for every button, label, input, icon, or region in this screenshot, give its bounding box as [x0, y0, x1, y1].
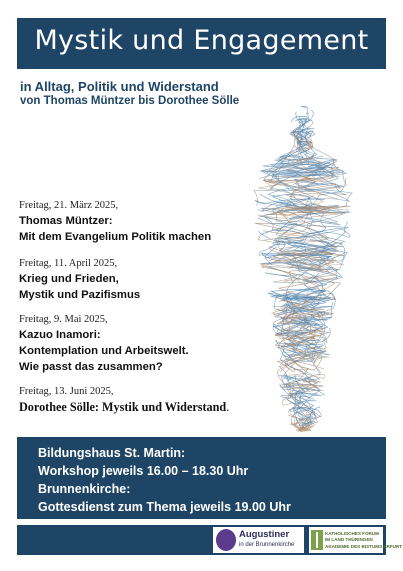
event-title-line: Krieg und Frieden,	[19, 273, 119, 285]
event-title-line: Kazuo Inamori:	[19, 329, 101, 341]
title-banner	[17, 18, 386, 69]
event-2	[19, 257, 140, 303]
event-title-line: Wie passt das zusammen?	[19, 361, 163, 373]
augustiner-subtitle: in der Brunnenkirche	[239, 542, 295, 548]
katholisches-forum-logo	[309, 527, 403, 553]
event-date: Freitag, 21. März 2025,	[19, 200, 119, 211]
augustiner-logo	[213, 527, 304, 553]
event-title-text: Dorothee Sölle: Mystik und Widerstand	[19, 400, 227, 414]
augustiner-emblem-icon	[216, 529, 236, 551]
venue-line-4: Gottesdienst zum Thema jeweils 19.00 Uhr	[38, 500, 291, 514]
venue-line-2: Workshop jeweils 16.00 – 18.30 Uhr	[38, 464, 249, 478]
subtitle-secondary: von Thomas Müntzer bis Dorothee Sölle	[20, 95, 240, 107]
venue-line-1: Bildungshaus St. Martin:	[38, 446, 186, 460]
event-4	[19, 385, 229, 415]
venue-info-box	[17, 437, 386, 519]
cross-emblem-icon	[311, 530, 323, 550]
forum-text-line: KATHOLISCHES FORUM	[325, 531, 380, 536]
event-title-line: Mit dem Evangelium Politik machen	[19, 231, 212, 243]
event-title-line: Kontemplation und Arbeitswelt.	[19, 345, 189, 357]
page-title: Mystik und Engagement	[34, 25, 369, 56]
venue-line-3: Brunnenkirche:	[38, 482, 131, 496]
forum-text-line: AKADEMIE DES BISTUMS ERFURT	[325, 544, 403, 549]
scribble-human-figure-image	[232, 104, 374, 432]
event-1	[19, 199, 211, 245]
event-3	[19, 313, 189, 375]
forum-text-line: IM LAND THÜRINGEN	[325, 537, 373, 542]
event-date: Freitag, 11. April 2025,	[19, 258, 118, 269]
subtitle: in Alltag, Politik und Widerstand	[20, 79, 219, 94]
event-date: Freitag, 9. Mai 2025,	[19, 314, 108, 325]
event-title-line	[19, 399, 229, 415]
event-title-period: .	[226, 400, 230, 414]
event-title-line: Mystik und Pazifismus	[19, 289, 141, 301]
event-date: Freitag, 13. Juni 2025,	[19, 386, 114, 397]
logo-bar	[17, 525, 403, 555]
augustiner-name: Augustiner	[239, 529, 290, 540]
event-title-line: Thomas Müntzer:	[19, 215, 113, 227]
